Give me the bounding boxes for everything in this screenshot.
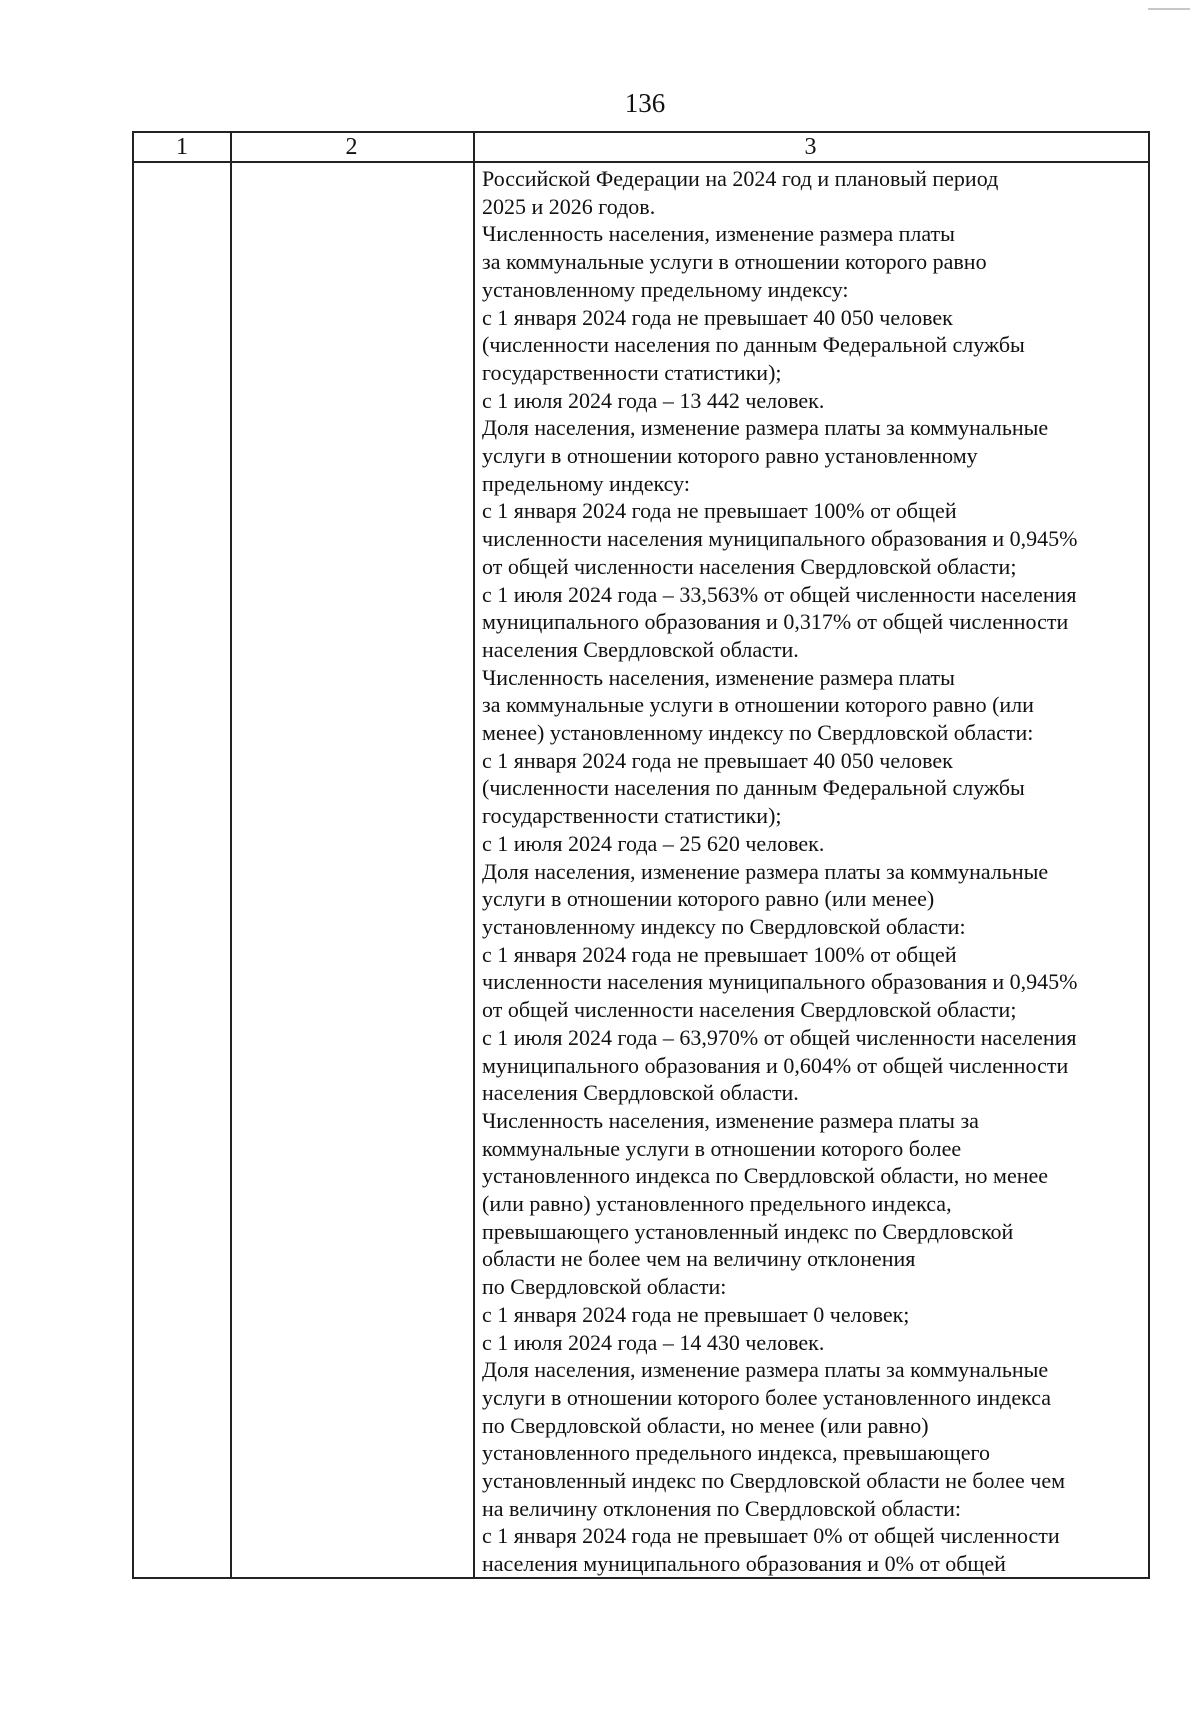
text-line: от общей численности населения Свердловской области; [482, 553, 1017, 579]
text-line: с 1 января 2024 года не превышает 100% от общей [482, 941, 957, 967]
text-line: с 1 июля 2024 года – 33,563% от общей численности населения [482, 581, 1077, 607]
text-line: 2025 и 2026 годов. [482, 193, 656, 219]
text-line: Доля населения, изменение размера платы за коммунальные [482, 415, 1049, 441]
text-line: Российской Федерации на 2024 год и плановый период [482, 166, 999, 191]
text-line: с 1 января 2024 года не превышает 100% от общей [482, 498, 957, 524]
text-line: по Свердловской области, но менее (или равно) [482, 1412, 929, 1438]
text-line: услуги в отношении которого равно установленному [482, 443, 978, 469]
text-line: государственности статистики); [482, 359, 782, 385]
text-line: установленному предельному индексу: [482, 276, 849, 302]
text-line: коммунальные услуги в отношении которого более [482, 1135, 962, 1161]
text-line: (численности населения по данным Федеральной службы [482, 332, 1025, 358]
text-line: численности населения муниципального образования и 0,945% [482, 969, 1078, 995]
text-line: установленного предельного индекса, превышающего [482, 1440, 990, 1466]
text-line: с 1 июля 2024 года – 25 620 человек. [482, 830, 825, 856]
text-line: с 1 января 2024 года не превышает 40 050 человек [482, 747, 953, 773]
text-line: муниципального образования и 0,317% от общей численности [482, 609, 1069, 635]
column-1-header: 1 [176, 134, 188, 160]
text-line: с 1 января 2024 года не превышает 0% от общей численности [482, 1523, 1060, 1549]
text-line: населения Свердловской области. [482, 636, 799, 662]
text-line: установленному индексу по Свердловской области: [482, 913, 966, 939]
text-line: Доля населения, изменение размера платы за коммунальные [482, 1357, 1049, 1383]
column-divider-1 [230, 133, 232, 1577]
text-line: области не более чем на величину отклонения [482, 1246, 916, 1272]
text-line: Численность населения, изменение размера платы [482, 221, 955, 247]
text-line: за коммунальные услуги в отношении которого равно [482, 249, 987, 275]
text-line: с 1 января 2024 года не превышает 0 человек; [482, 1301, 910, 1327]
text-line: государственности статистики); [482, 803, 782, 829]
text-line: на величину отклонения по Свердловской области: [482, 1495, 961, 1521]
page-number: 136 [624, 88, 666, 118]
text-line: с 1 июля 2024 года – 13 442 человек. [482, 387, 825, 413]
text-line: населения муниципального образования и 0% от общей [482, 1551, 1006, 1577]
text-line: установленного индекса по Свердловской области, но менее [482, 1163, 1049, 1189]
text-line: услуги в отношении которого равно (или менее) [482, 886, 935, 912]
text-line: услуги в отношении которого более установленного индекса [482, 1384, 1052, 1410]
text-line: Численность населения, изменение размера платы за [482, 1107, 979, 1133]
text-line: с 1 июля 2024 года – 63,970% от общей численности населения [482, 1024, 1077, 1050]
text-line: (или равно) установленного предельного индекса, [482, 1191, 952, 1217]
text-line: по Свердловской области: [482, 1274, 727, 1300]
text-line: предельному индексу: [482, 470, 690, 496]
column-3-header: 3 [804, 134, 817, 160]
column-2-header: 2 [345, 134, 358, 160]
text-line: Доля населения, изменение размера платы за коммунальные [482, 858, 1049, 884]
scan-artifact-mark [1148, 8, 1190, 10]
text-line: за коммунальные услуги в отношении которого равно (или [482, 692, 1034, 718]
column-3-text [482, 165, 1142, 1578]
text-line: муниципального образования и 0,604% от общей численности [482, 1052, 1069, 1078]
text-line: (численности населения по данным Федеральной службы [482, 775, 1025, 801]
column-divider-2 [473, 133, 475, 1577]
text-line: Численность населения, изменение размера платы [482, 664, 955, 690]
table-header-row [134, 133, 1148, 163]
document-table [132, 131, 1150, 1579]
text-line: с 1 января 2024 года не превышает 40 050 человек [482, 304, 953, 330]
text-line: населения Свердловской области. [482, 1080, 799, 1106]
text-line: с 1 июля 2024 года – 14 430 человек. [482, 1329, 825, 1355]
text-line: численности населения муниципального образования и 0,945% [482, 526, 1078, 552]
text-line: менее) установленному индексу по Свердловской области: [482, 720, 1034, 746]
text-line: от общей численности населения Свердловской области; [482, 997, 1017, 1023]
text-line: превышающего установленный индекс по Свердловской [482, 1218, 1014, 1244]
text-line: установленный индекс по Свердловской области не более чем [482, 1468, 1065, 1494]
